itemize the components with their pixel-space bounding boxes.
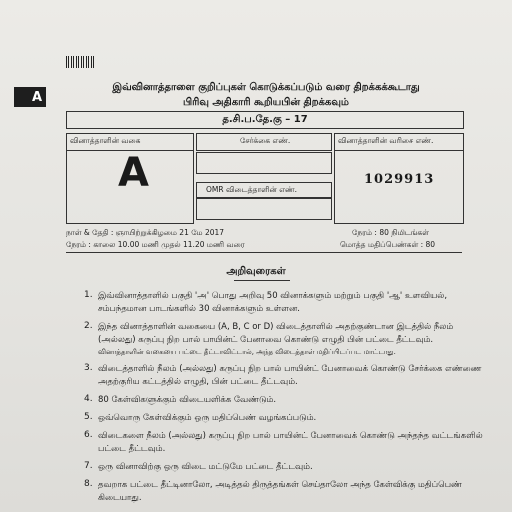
exam-duration: நேரம் : 80 நிமிடங்கள் xyxy=(352,228,429,237)
instruction-number: 3. xyxy=(84,362,93,373)
omr-number-field[interactable] xyxy=(196,198,332,220)
instructions-title: அறிவுரைகள் xyxy=(226,266,286,277)
paper-code: த.சி.ப.தே.கு – 17 xyxy=(66,111,464,129)
total-marks: மொத்த மதிப்பெண்கள் : 80 xyxy=(340,240,436,249)
instruction-item xyxy=(84,461,484,474)
instruction-text: இந்த வினாத்தாளின் வகையை (A, B, C or D) விடைத்தாளில் அதற்குண்டான இடத்தில் நீலம் (அல்லது) கருப்பு நிற பால் பாயின்ட் பேனாவை கொண்டு எழுதி பின் பட்டை தீட்டவும். xyxy=(98,322,454,345)
instruction-number: 1. xyxy=(84,290,93,300)
instruction-text: விடைகளை நீலம் (அல்லது) கருப்பு நிற பால் பாயின்ட் பேனாவைக் கொண்டு அந்தந்த வட்டங்களில் பட்டை தீட்டவும். xyxy=(98,430,483,454)
divider xyxy=(66,252,462,253)
paper-type-tab xyxy=(14,87,46,107)
instruction-number: 7. xyxy=(84,460,93,471)
paper-type-letter: A xyxy=(118,150,149,196)
exam-date: நாள் & தேதி : ஞாயிற்றுக்கிழமை 21 மே 2017 xyxy=(66,228,225,237)
opening-notice xyxy=(66,80,466,110)
instruction-text: விடைத்தாளில் நீலம் (அல்லது) கருப்பு நிற பால் பாயின்ட் பேனாவைக் கொண்டு சேர்க்கை எண்ணை அதற்குரிய கட்டத்தில் எழுதி, பின் பட்டை தீட்டவும். xyxy=(98,363,482,387)
instruction-item xyxy=(84,321,484,358)
paper-type-tab-label: A xyxy=(31,89,42,105)
instruction-text: ஒரு வினாவிற்கு ஒரு விடை மட்டுமே பட்டை தீட்டவும். xyxy=(98,461,313,472)
instruction-number: 8. xyxy=(84,478,93,489)
instruction-item xyxy=(84,430,484,456)
instruction-text: தவறாக பட்டை தீட்டினாலோ, அடித்தல் திருத்தங்கள் செய்தாலோ அந்த கேள்விக்கு மதிப்பெண் கிடையாது. xyxy=(98,479,462,503)
instruction-number: 4. xyxy=(84,393,93,404)
notice-line-1: இவ்வினாத்தாளை குறிப்புகள் கொடுக்கப்படும் வரை திறக்கக்கூடாது xyxy=(112,82,420,93)
exam-time: நேரம் : காலை 10.00 மணி முதல் 11.20 மணி வரை xyxy=(66,240,245,249)
paper-type-label: வினாத்தாளின் வகை xyxy=(70,136,141,145)
register-number-field[interactable] xyxy=(196,152,332,174)
instruction-text: இவ்வினாத்தாளில் பகுதி 'அ' பொது அறிவு 50 வினாக்களும் மற்றும் பகுதி 'ஆ' உளவியல், சம்பந்தமான பாடங்களில் 30 வினாக்களும் உள்ளன. xyxy=(98,291,448,314)
register-number-label: சேர்க்கை எண். xyxy=(240,136,291,145)
instruction-text: 80 கேள்விகளுக்கும் விடையளிக்க வேண்டும். xyxy=(98,394,277,405)
instructions-title-underline xyxy=(234,280,290,281)
serial-number: 1029913 xyxy=(364,172,435,187)
instruction-item xyxy=(84,412,484,425)
omr-number-label: OMR விடைத்தாளின் எண். xyxy=(206,185,297,194)
instruction-text: ஒவ்வொரு கேள்விக்கும் ஒரு மதிப்பெண் வழங்கப்படும். xyxy=(98,412,317,423)
instruction-item xyxy=(84,394,484,407)
instruction-number: 5. xyxy=(84,411,93,422)
barcode xyxy=(66,56,94,68)
instruction-note: வினாத்தாளின் வகையை பட்டை தீட்டாவிட்டால், அந்த விடைத்தாள் மதிப்பிடப்பட மாட்டாது. xyxy=(98,348,396,356)
notice-line-2: பிரிவு அதிகாரி கூறியபின் திறக்கவும் xyxy=(183,97,349,108)
instruction-item xyxy=(84,479,484,505)
serial-number-box xyxy=(334,150,464,224)
serial-number-label: வினாத்தாளின் வரிசை எண். xyxy=(338,136,434,145)
instructions-list xyxy=(84,290,484,510)
instruction-number: 6. xyxy=(84,429,93,440)
instruction-number: 2. xyxy=(84,321,93,331)
instruction-item xyxy=(84,290,484,316)
instruction-item xyxy=(84,363,484,389)
